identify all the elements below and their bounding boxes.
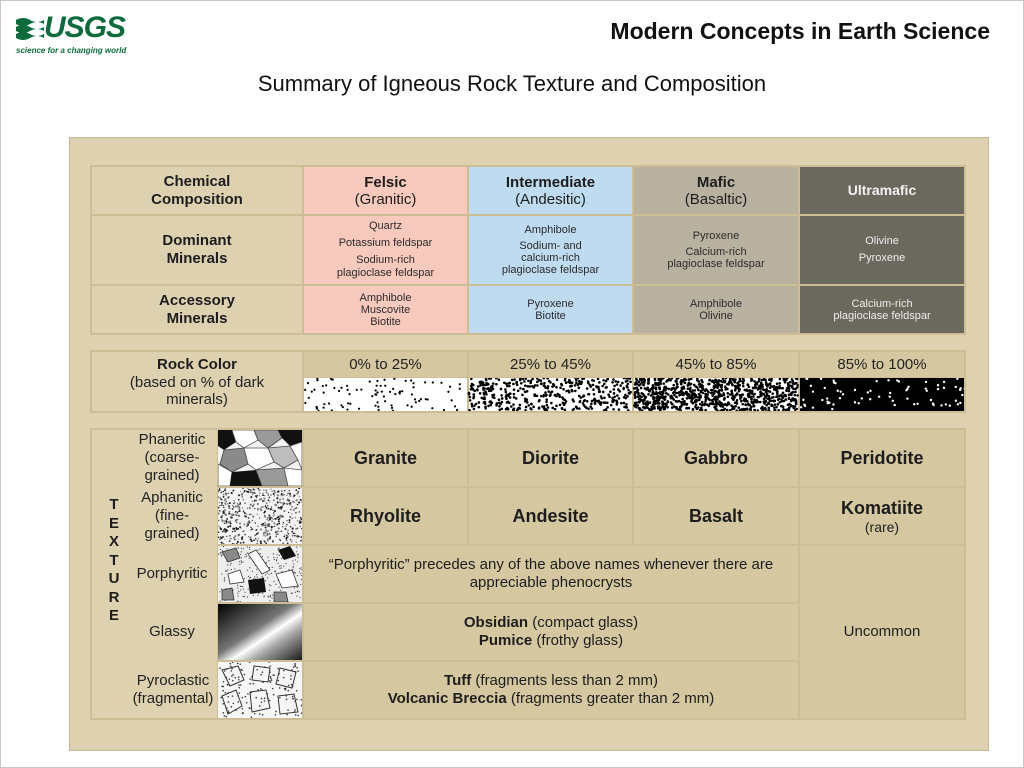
label-line: grained): [144, 467, 200, 484]
porphyritic-note: [304, 546, 798, 602]
ultramafic-dominant-minerals: [800, 216, 964, 284]
mineral-item: Olivine: [865, 235, 899, 247]
usgs-wave-icon: [16, 16, 44, 42]
letter: T: [109, 551, 119, 569]
mineral-item: Biotite: [535, 309, 566, 322]
label-line: Dominant: [162, 232, 232, 249]
letter: E: [108, 514, 119, 532]
mineral-item: plagioclase feldspar: [667, 258, 765, 270]
rock-gabbro: Gabbro: [634, 430, 798, 486]
label-line: Pyroclastic: [136, 672, 210, 689]
rock-description: (fragments less than 2 mm): [471, 672, 658, 689]
column-alt-name: (Andesitic): [515, 190, 586, 208]
logo-wordmark: USGS: [44, 11, 126, 44]
mineral-item: Amphibole: [524, 224, 577, 236]
page-subtitle: Summary of Igneous Rock Texture and Composition: [257, 71, 767, 96]
label-line: Phaneritic: [138, 431, 206, 448]
header-title: Modern Concepts in Earth Science: [610, 18, 990, 44]
rock-description: (compact glass): [528, 614, 639, 631]
rare-note: (rare): [864, 519, 900, 535]
letter: X: [108, 533, 119, 550]
intermediate-accessory-minerals: [469, 286, 632, 333]
note-line: “Porphyritic” precedes any of the above names whenever there are: [328, 556, 774, 573]
label-line: (coarse-: [144, 449, 200, 466]
texture-label-phaneritic: [128, 430, 216, 486]
texture-label-porphyritic: [128, 546, 216, 602]
label-line: Porphyritic: [136, 565, 208, 582]
pyroclastic-texture-swatch: [218, 662, 302, 718]
mineral-item: Potassium feldspar: [338, 237, 433, 249]
dark-mineral-gradient-strip: [304, 378, 964, 411]
column-alt-name: (Basaltic): [684, 190, 748, 208]
rock-obsidian: Obsidian: [463, 614, 529, 631]
column-name: Intermediate: [505, 173, 596, 191]
rock-color-label: [92, 352, 302, 411]
mineral-item: plagioclase feldspar: [833, 309, 931, 322]
rock-description: (frothy glass): [532, 632, 624, 649]
intermediate-header: [469, 167, 632, 214]
rock-komatiite: Komatiite: [840, 498, 923, 518]
rock-description: (fragments greater than 2 mm): [506, 690, 715, 707]
mafic-accessory-minerals: [634, 286, 798, 333]
mineral-item: Sodium- and: [519, 240, 582, 252]
volcanic-breccia-entry: [388, 690, 715, 708]
color-range-1: 25% to 45%: [469, 352, 632, 377]
letter: T: [109, 496, 119, 513]
mineral-item: Amphibole: [359, 291, 412, 304]
mafic-header: [634, 167, 798, 214]
felsic-header: [304, 167, 467, 214]
obsidian-entry: [464, 614, 638, 632]
texture-vertical-label: [104, 496, 124, 626]
label-line: Aphanitic: [141, 489, 203, 506]
rock-diorite: Diorite: [469, 430, 632, 486]
letter: U: [108, 570, 120, 587]
mineral-item: Muscovite: [360, 303, 411, 316]
column-alt-name: (Granitic): [354, 190, 417, 208]
letter: E: [108, 607, 119, 624]
accessory-minerals-label: [92, 286, 302, 333]
label-line: Chemical: [163, 172, 231, 190]
mineral-item: Olivine: [699, 309, 733, 322]
color-range-2: 45% to 85%: [634, 352, 798, 377]
label-line: (fine-: [154, 507, 190, 524]
note-line: appreciable phenocrysts: [469, 574, 633, 591]
rock-color-sublabel: minerals): [166, 390, 228, 408]
rock-rhyolite: Rhyolite: [304, 488, 467, 544]
mineral-item: Pyroxene: [527, 297, 574, 310]
texture-label-aphanitic: [128, 488, 216, 544]
aphanitic-texture-swatch: [218, 488, 302, 544]
rock-color-title: Rock Color: [156, 355, 237, 373]
color-range-3: 85% to 100%: [800, 352, 964, 377]
phaneritic-texture-swatch: [218, 430, 302, 486]
usgs-logo: [16, 11, 127, 56]
column-name: Mafic: [696, 173, 736, 191]
rock-volcanic-breccia: Volcanic Breccia: [387, 690, 507, 707]
letter: R: [108, 588, 120, 606]
label-line: Minerals: [166, 309, 228, 327]
rock-andesite: Andesite: [469, 488, 632, 544]
texture-label-pyroclastic: [128, 662, 218, 718]
mineral-item: plagioclase feldspar: [336, 267, 435, 279]
ultramafic-header: [800, 167, 964, 214]
mineral-item: Calcium-rich: [685, 246, 747, 258]
label-line: Accessory: [159, 291, 235, 309]
label-line: (fragmental): [132, 690, 214, 707]
uncommon-cell: Uncommon: [800, 546, 964, 718]
felsic-accessory-minerals: [304, 286, 467, 333]
mineral-item: calcium-rich: [521, 252, 580, 264]
rock-pumice: Pumice: [478, 632, 533, 649]
mineral-item: Calcium-rich: [851, 297, 913, 310]
mineral-item: Biotite: [370, 315, 401, 328]
dominant-minerals-label: [92, 216, 302, 284]
mineral-item: Sodium-rich: [356, 254, 415, 266]
color-range-0: 0% to 25%: [304, 352, 467, 377]
rock-tuff: Tuff: [444, 672, 472, 689]
ultramafic-accessory-minerals: [800, 286, 964, 333]
intermediate-dominant-minerals: [469, 216, 632, 284]
texture-label-glassy: [128, 604, 216, 660]
rock-color-sublabel: (based on % of dark: [129, 373, 265, 391]
mineral-item: Amphibole: [690, 297, 742, 310]
rock-granite: Granite: [304, 430, 467, 486]
rock-komatiite-cell: [800, 488, 964, 544]
label-line: Minerals: [166, 250, 228, 267]
column-name: Felsic: [364, 173, 407, 191]
mineral-item: Quartz: [368, 220, 402, 232]
label-line: Glassy: [149, 623, 195, 640]
logo-tagline: science for a changing world: [16, 46, 127, 55]
rock-peridotite: Peridotite: [800, 430, 964, 486]
pyroclastic-rocks: [304, 662, 798, 718]
label-line: Composition: [151, 190, 243, 208]
mineral-item: Pyroxene: [692, 230, 740, 242]
mineral-item: plagioclase feldspar: [501, 264, 600, 276]
chemical-composition-label: [92, 167, 302, 214]
label-line: grained): [144, 525, 200, 542]
glassy-texture-swatch: [218, 604, 302, 660]
column-name: Ultramafic: [847, 182, 917, 198]
mineral-item: Pyroxene: [858, 252, 906, 264]
rock-basalt: Basalt: [634, 488, 798, 544]
tuff-entry: [444, 672, 658, 690]
mafic-dominant-minerals: [634, 216, 798, 284]
pumice-entry: [479, 632, 623, 650]
porphyritic-texture-swatch: [218, 546, 302, 602]
glassy-rocks: [304, 604, 798, 660]
felsic-dominant-minerals: [304, 216, 467, 284]
